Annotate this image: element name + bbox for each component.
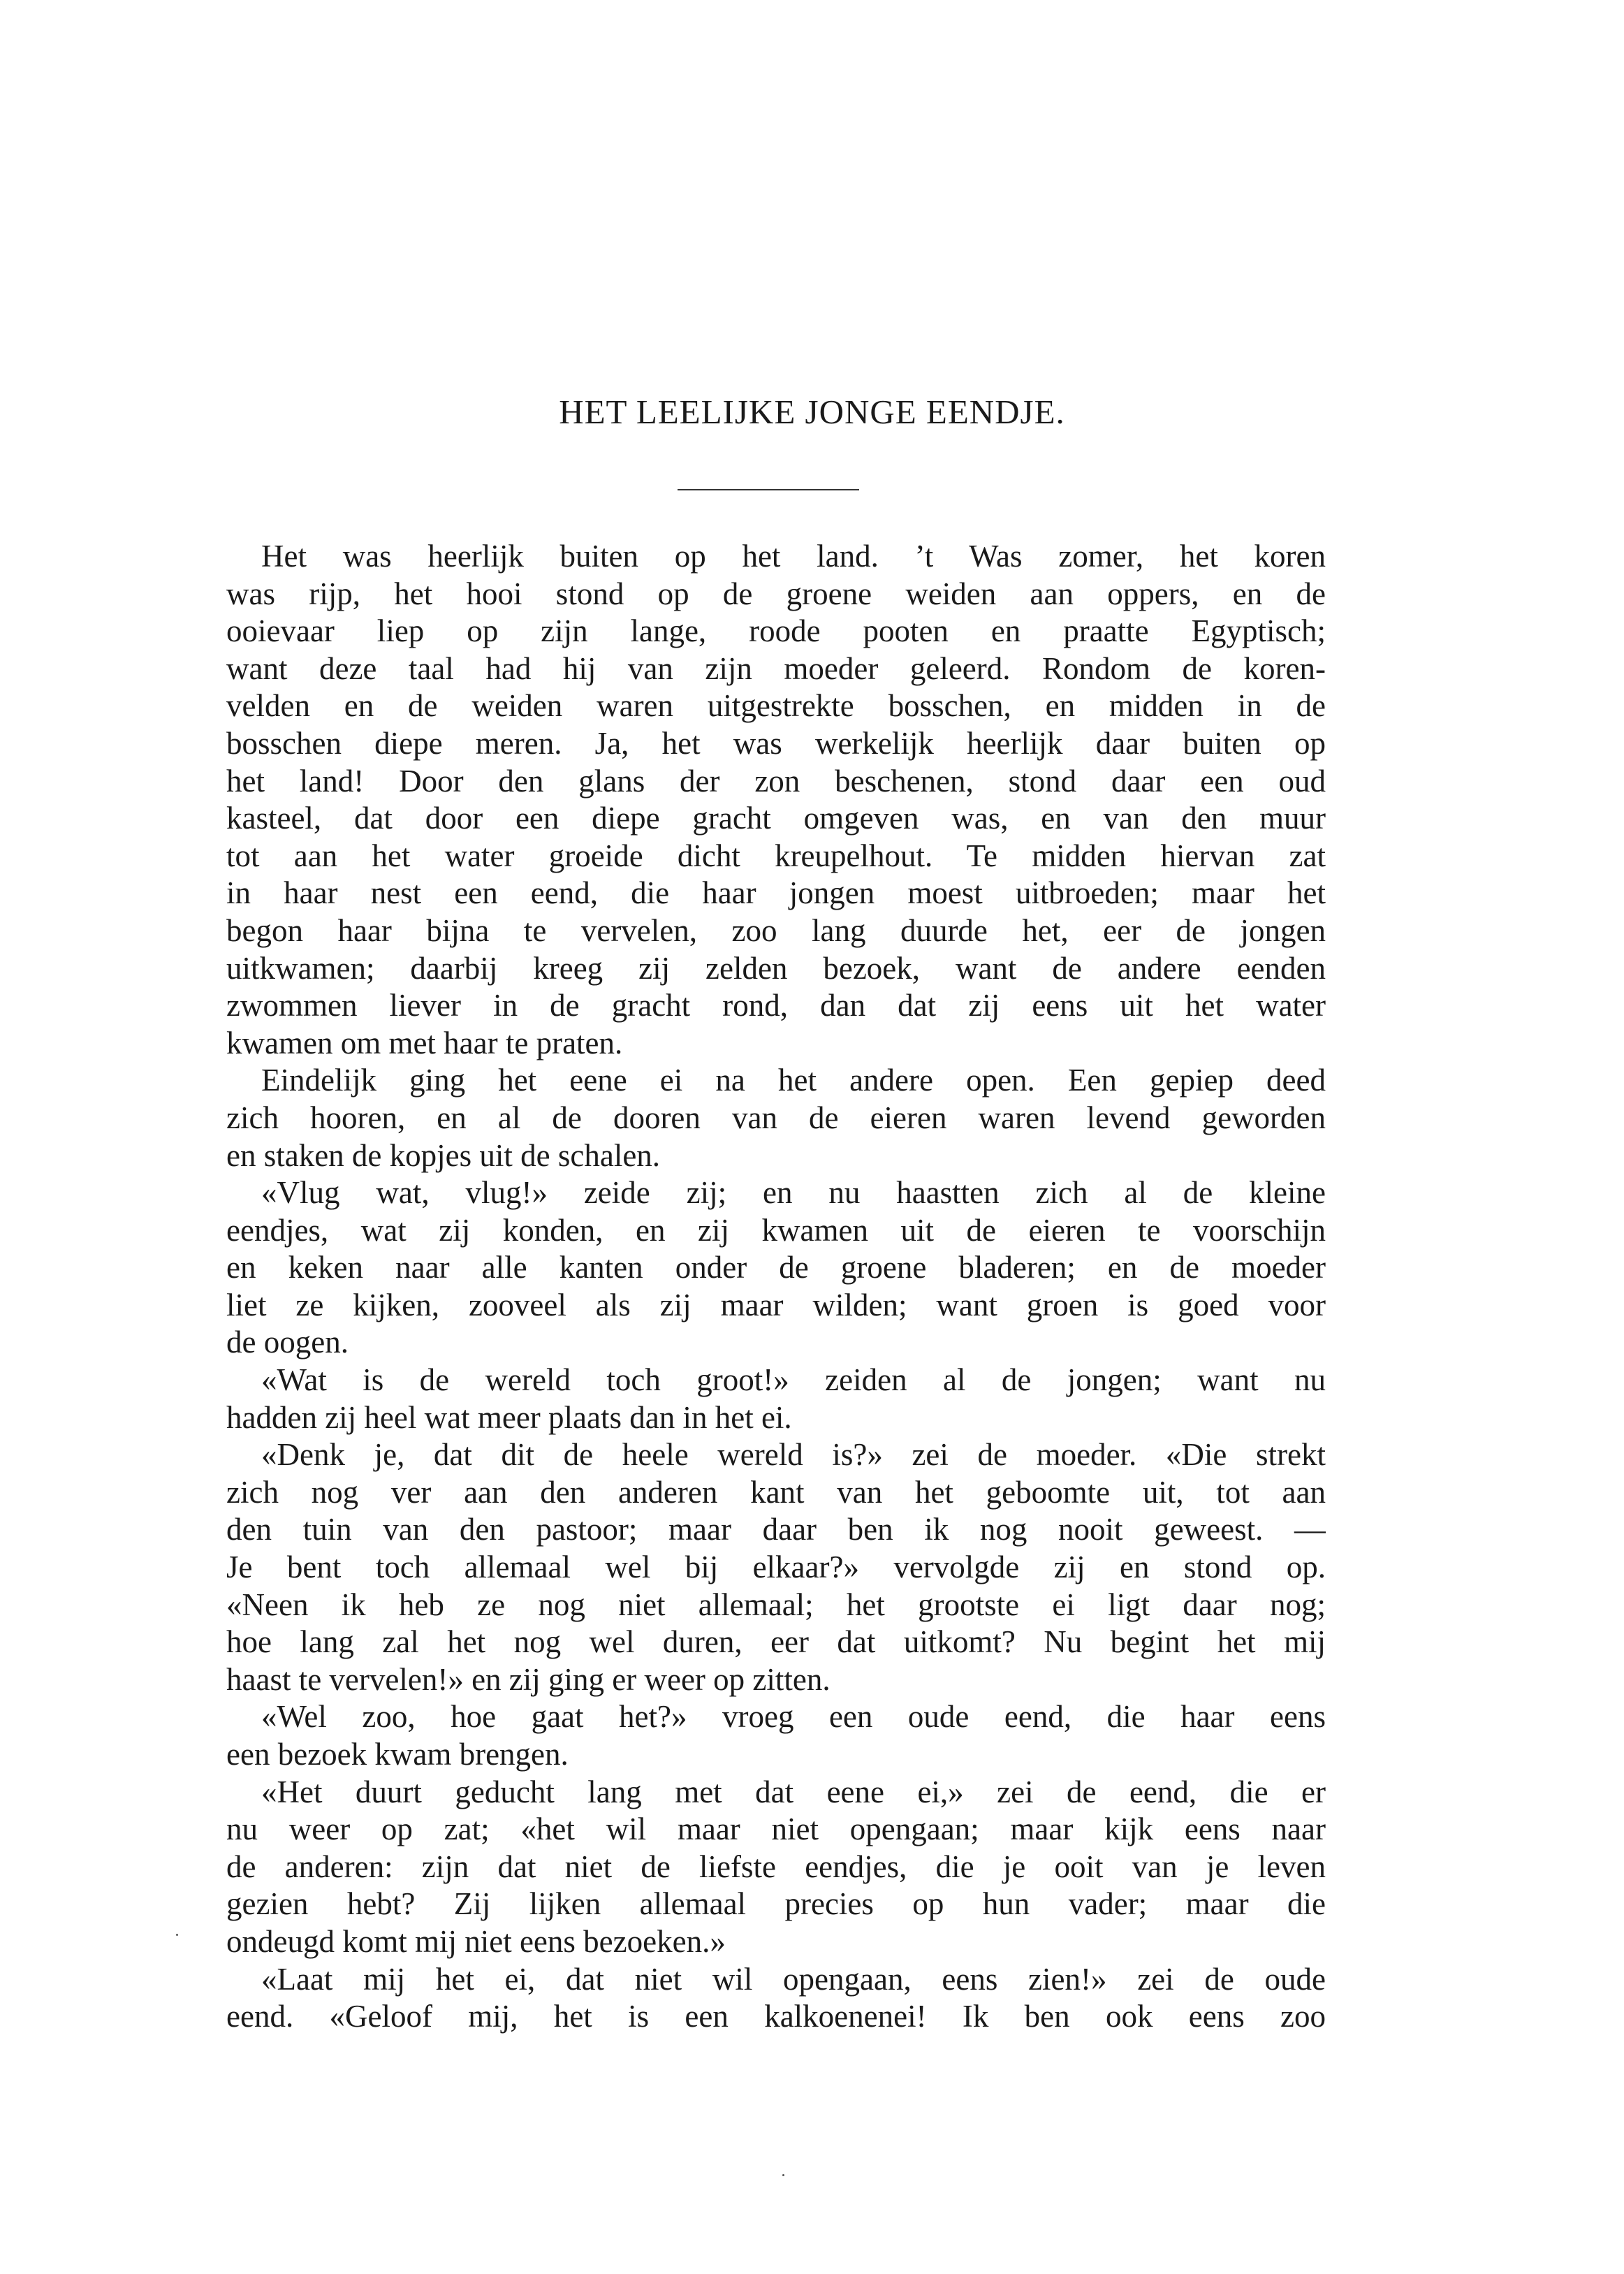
text-line: Je bent toch allemaal wel bij elkaar?» vervolgde zij en stond op.	[226, 1550, 1326, 1585]
text-line: want deze taal had hij van zijn moeder geleerd. Rondom de koren-	[226, 650, 1326, 686]
text-line: «Het duurt geducht lang met dat eene ei,» zei de eend, die er	[261, 1774, 1326, 1809]
text-line: «Wel zoo, hoe gaat het?» vroeg een oude eend, die haar eens	[261, 1699, 1326, 1735]
text-line: het land! Door den glans der zon beschenen, stond daar een oud	[226, 763, 1326, 799]
text-line: in haar nest een eend, die haar jongen moest uitbroeden; maar het	[226, 875, 1326, 911]
text-line: nu weer op zat; «het wil maar niet opengaan; maar kijk eens naar	[226, 1812, 1326, 1847]
text-line: en keken naar alle kanten onder de groene bladeren; en de moeder	[226, 1250, 1326, 1285]
text-line: ooievaar liep op zijn lange, roode pooten en praatte Egyptisch;	[226, 613, 1326, 649]
text-line: kasteel, dat door een diepe gracht omgeven was, en van den muur	[226, 801, 1326, 836]
text-line: de anderen: zijn dat niet de liefste eendjes, die je ooit van je leven	[226, 1849, 1326, 1884]
text-line: Eindelijk ging het eene ei na het andere open. Een gepiep deed	[261, 1063, 1326, 1098]
title-divider	[678, 489, 859, 490]
text-line: en staken de kopjes uit de schalen.	[226, 1137, 661, 1173]
text-line: eendjes, wat zij konden, en zij kwamen uit de eieren te voorschijn	[226, 1212, 1326, 1248]
story-body	[226, 538, 1326, 2036]
text-line: uitkwamen; daarbij kreeg zij zelden bezoek, want de andere eenden	[226, 950, 1326, 986]
text-line: «Neen ik heb ze nog niet allemaal; het grootste ei ligt daar nog;	[226, 1587, 1326, 1622]
paper-speck	[176, 1934, 178, 1936]
text-line: haast te vervelen!» en zij ging er weer op zitten.	[226, 1661, 831, 1697]
text-line: gezien hebt? Zij lijken allemaal precies op hun vader; maar die	[226, 1886, 1326, 1922]
text-line: zich hooren, en al de dooren van de eieren waren levend geworden	[226, 1100, 1326, 1135]
text-line: velden en de weiden waren uitgestrekte bosschen, en midden in de	[226, 688, 1326, 724]
text-line: Het was heerlijk buiten op het land. ’t Was zomer, het koren	[261, 539, 1326, 574]
text-line: zwommen liever in de gracht rond, dan dat zij eens uit het water	[226, 988, 1326, 1023]
text-line: bosschen diepe meren. Ja, het was werkelijk heerlijk daar buiten op	[226, 725, 1326, 761]
text-line: «Vlug wat, vlug!» zeide zij; en nu haastten zich al de kleine	[261, 1175, 1326, 1211]
text-line: ondeugd komt mij niet eens bezoeken.»	[226, 1923, 726, 1959]
text-line: was rijp, het hooi stond op de groene weiden aan oppers, en de	[226, 576, 1326, 611]
text-line: «Denk je, dat dit de heele wereld is?» zei de moeder. «Die strekt	[261, 1437, 1326, 1473]
text-line: liet ze kijken, zooveel als zij maar wilden; want groen is goed voor	[226, 1287, 1326, 1322]
text-line: de oogen.	[226, 1325, 349, 1360]
text-line: een bezoek kwam brengen.	[226, 1737, 569, 1772]
text-line: begon haar bijna te vervelen, zoo lang duurde het, eer de jongen	[226, 912, 1326, 948]
text-line: zich nog ver aan den anderen kant van het geboomte uit, tot aan	[226, 1474, 1326, 1510]
text-line: eend. «Geloof mij, het is een kalkoenenei! Ik ben ook eens zoo	[226, 1999, 1326, 2034]
text-line: hoe lang zal het nog wel duren, eer dat uitkomt? Nu begint het mij	[226, 1624, 1326, 1660]
text-line: «Wat is de wereld toch groot!» zeiden al de jongen; want nu	[261, 1362, 1326, 1398]
text-line: den tuin van den pastoor; maar daar ben ik nog nooit geweest. —	[226, 1512, 1326, 1547]
text-line: hadden zij heel wat meer plaats dan in het ei.	[226, 1399, 792, 1435]
paper-speck	[782, 2174, 784, 2176]
story-title: HET LEELIJKE JONGE EENDJE.	[559, 393, 1065, 431]
text-line: tot aan het water groeide dicht kreupelhout. Te midden hiervan zat	[226, 838, 1326, 873]
text-line: kwamen om met haar te praten.	[226, 1025, 623, 1061]
text-line: «Laat mij het ei, dat niet wil opengaan, eens zien!» zei de oude	[261, 1961, 1326, 1997]
